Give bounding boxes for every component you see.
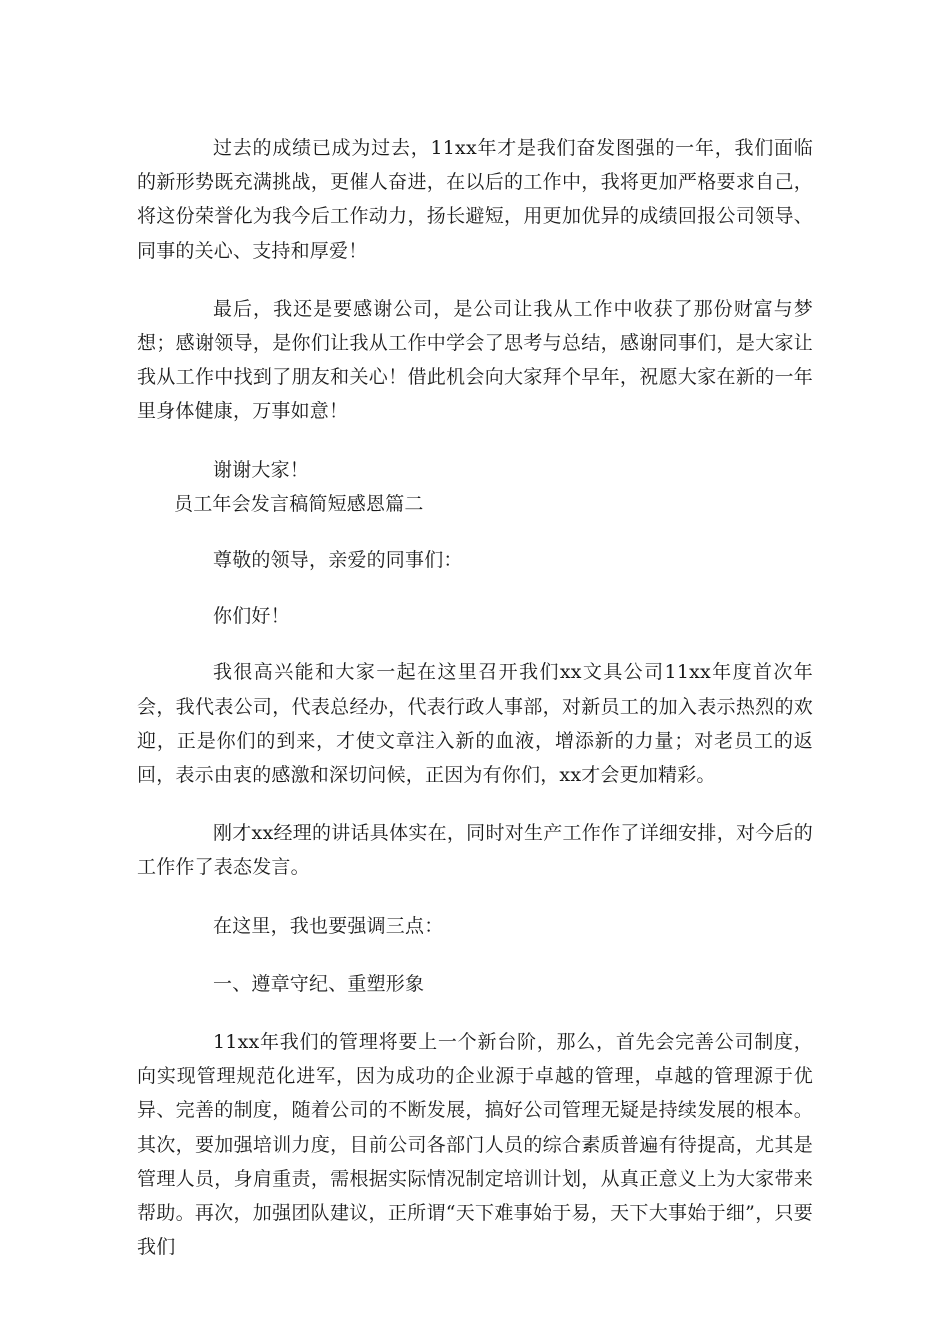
document-page xyxy=(137,131,813,1264)
paragraph-welcome: 我很高兴能和大家一起在这里召开我们xx文具公司11xx年度首次年会，我代表公司，代表总经办，代表行政人事部，对新员工的加入表示热烈的欢迎，正是你们的到来，才使文章注入新的血液，增添新的力量；对老员工的返回，表示由衷的感激和深切问候，正因为有你们，xx才会更加精彩。 xyxy=(137,661,813,787)
paragraph-three-points: 在这里，我也要强调三点： xyxy=(213,914,444,937)
paragraph-management: 11xx年我们的管理将要上一个新台阶，那么，首先会完善公司制度，向实现管理规范化进军，因为成功的企业源于卓越的管理，卓越的管理源于优异、完善的制度，随着公司的不断发展，搞好公司管理无疑是持续发展的根本。其次，要加强培训力度，目前公司各部门人员的综合素质普遍有待提高，尤其是管理人员，身肩重责，需根据实际情况制定培训计划，从真正意义上为大家带来帮助。再次，加强团队建议，正所谓“天下难事始于易，天下大事始于细”，只要我们 xyxy=(137,1031,813,1259)
paragraph-greeting: 你们好！ xyxy=(213,605,290,628)
section-title: 员工年会发言稿简短感恩篇二 xyxy=(174,492,424,515)
paragraph-salutation: 尊敬的领导，亲爱的同事们： xyxy=(213,549,463,572)
paragraph-closing: 谢谢大家！ xyxy=(213,458,310,481)
paragraph-manager-speech: 刚才xx经理的讲话具体实在，同时对生产工作作了详细安排，对今后的工作作了表态发言。 xyxy=(137,822,813,879)
paragraph-thanks: 最后，我还是要感谢公司，是公司让我从工作中收获了那份财富与梦想；感谢领导，是你们让我从工作中学会了思考与总结，感谢同事们，是大家让我从工作中找到了朋友和关心！借此机会向大家拜个早年，祝愿大家在新的一年里身体健康，万事如意！ xyxy=(137,297,813,423)
paragraph-point-one: 一、遵章守纪、重塑形象 xyxy=(213,972,425,995)
paragraph-honor: 过去的成绩已成为过去，11xx年才是我们奋发图强的一年，我们面临的新形势既充满挑战，更催人奋进，在以后的工作中，我将更加严格要求自己，将这份荣誉化为我今后工作动力，扬长避短，用更加优异的成绩回报公司领导、同事的关心、支持和厚爱！ xyxy=(137,137,813,262)
